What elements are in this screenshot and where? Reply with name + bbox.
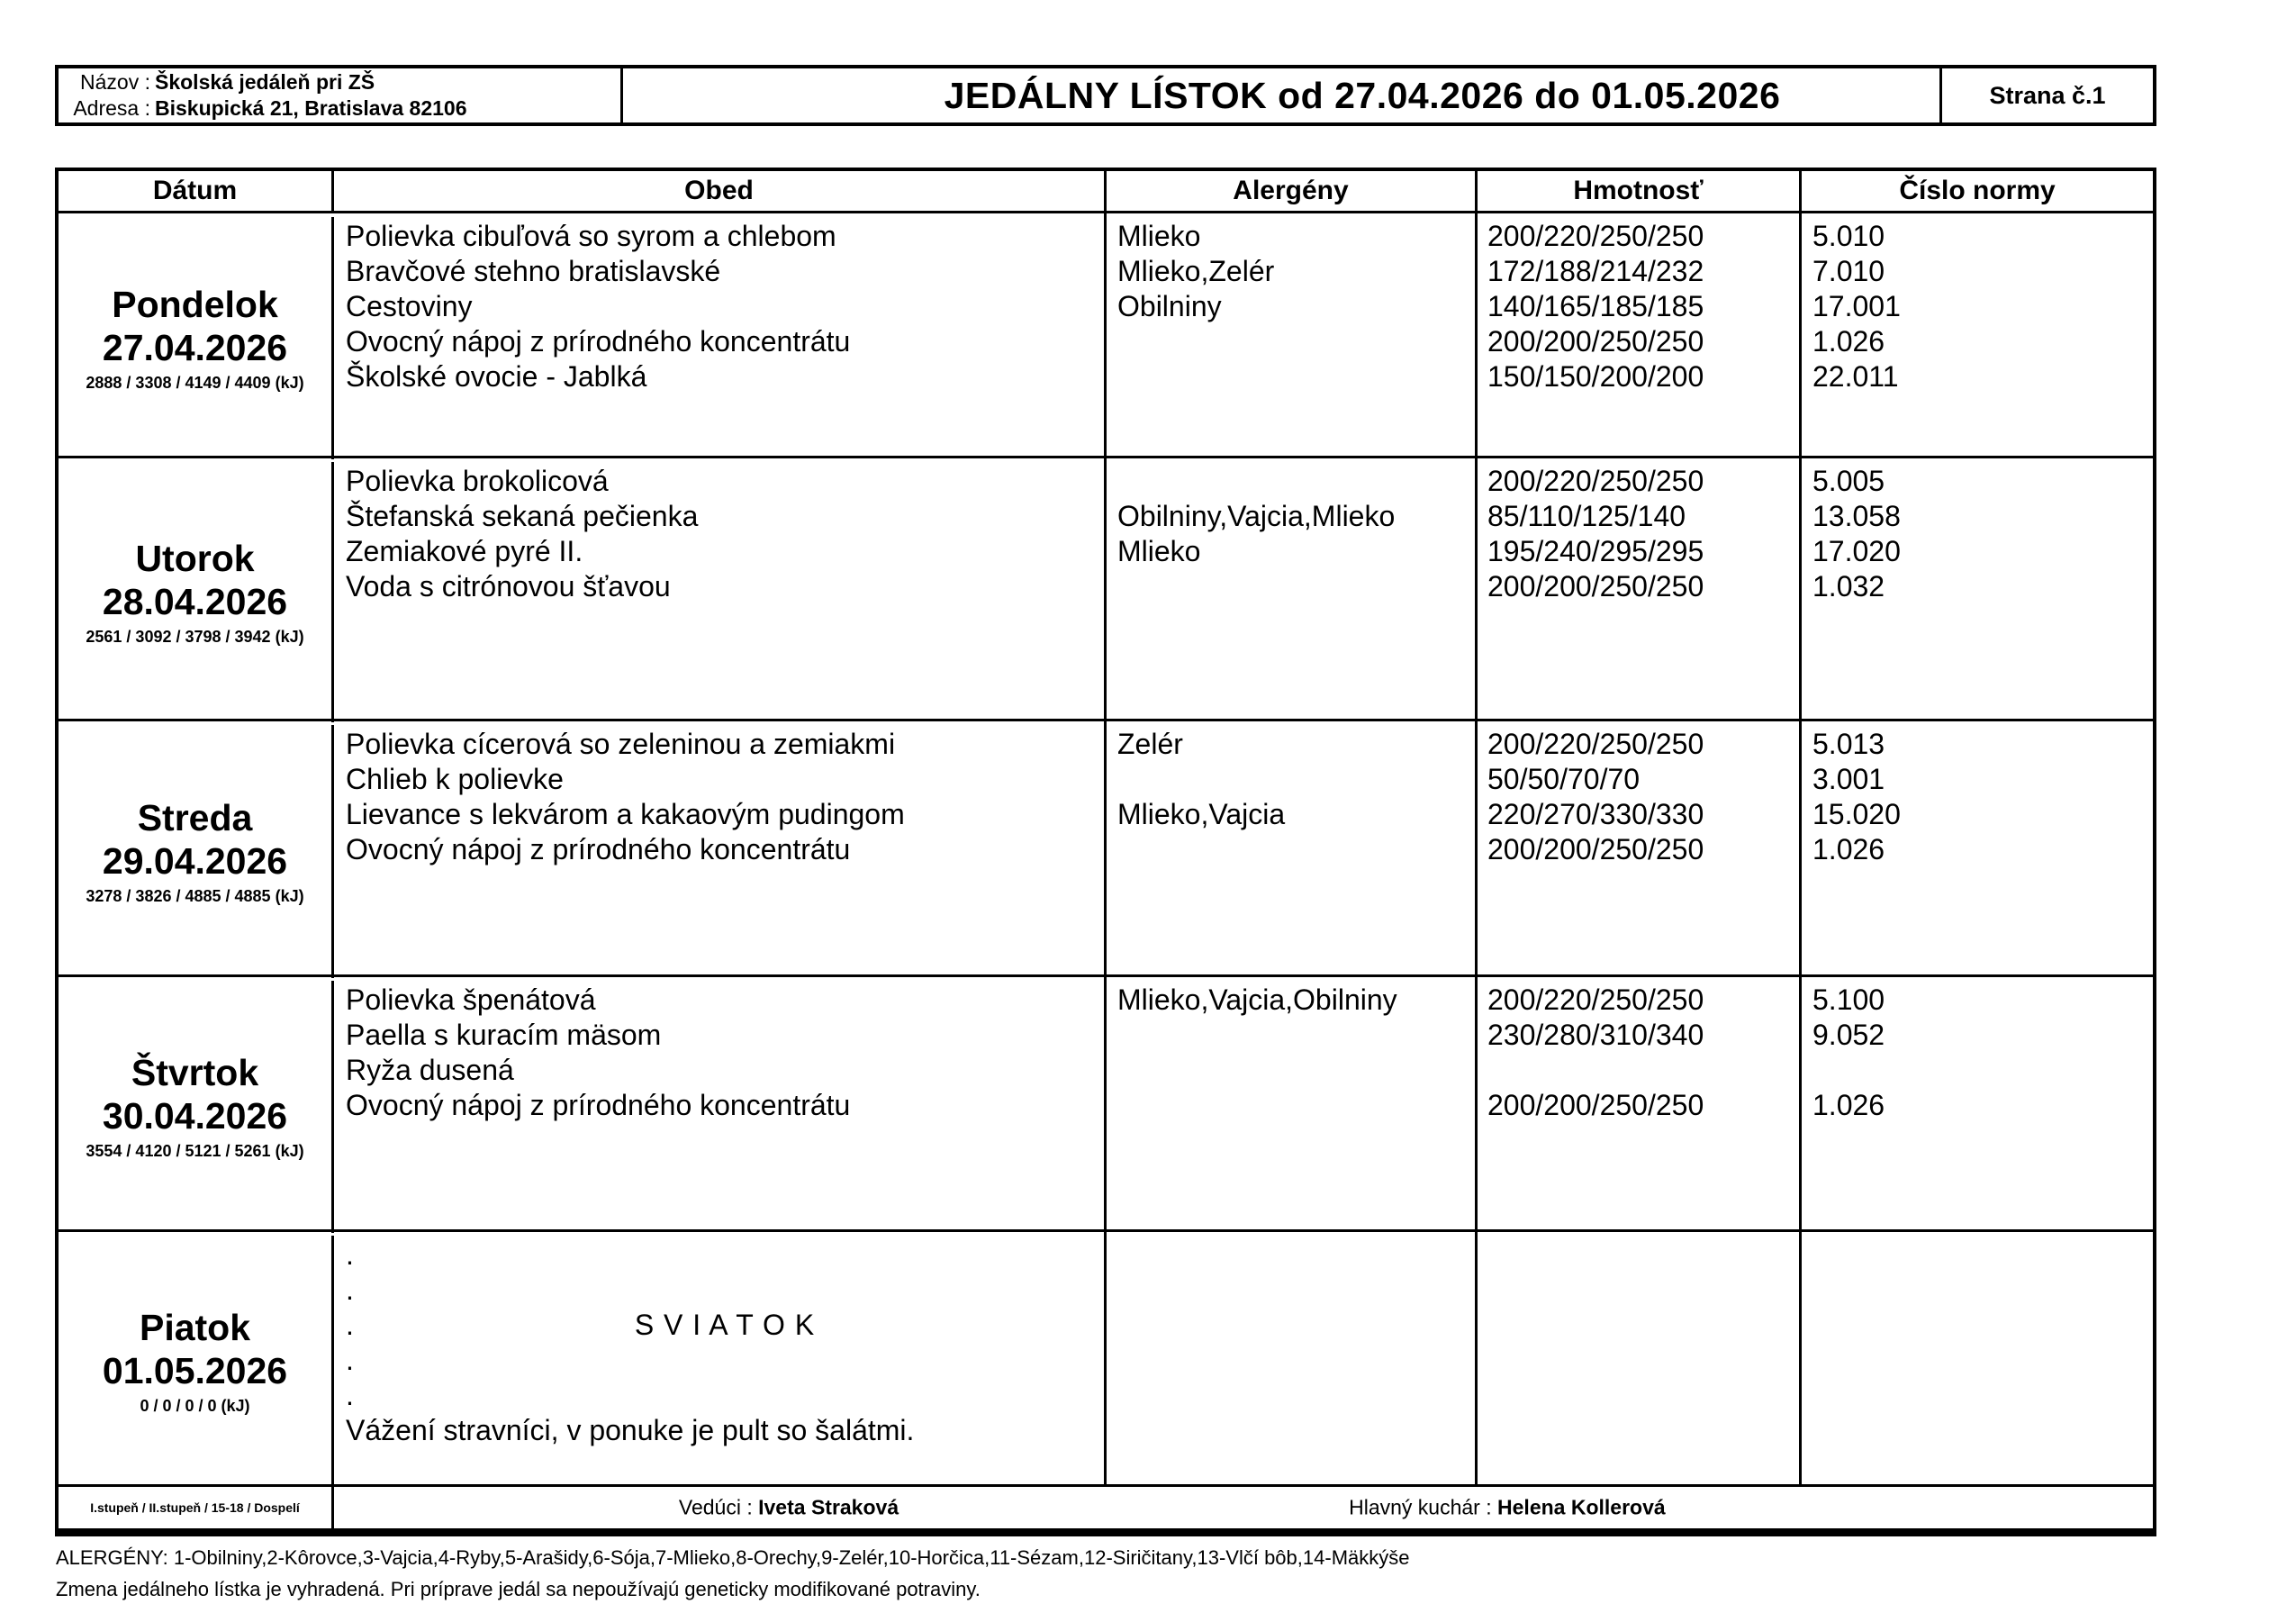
obed-cell xyxy=(334,721,1107,974)
day-name: Utorok xyxy=(135,537,255,579)
hmotnost-cell xyxy=(1478,721,1802,974)
cislo-normy-cell xyxy=(1802,977,2153,1229)
menu-item-allergens-text: Mlieko,Vajcia,Obilniny xyxy=(1117,983,1397,1016)
table-header-row xyxy=(59,171,2153,213)
menu-item-allergens-text: Mlieko,Vajcia xyxy=(1117,798,1286,830)
menu-item-weight-text: 230/280/310/340 xyxy=(1487,1019,1704,1051)
menu-item-norm-number xyxy=(1812,1308,2153,1343)
menu-item-weight-text: 200/220/250/250 xyxy=(1487,220,1704,252)
menu-item-norm-number xyxy=(1812,1273,2153,1308)
holiday-label: S V I A T O K xyxy=(634,1309,816,1341)
manager-name: Iveta Straková xyxy=(758,1495,899,1519)
column-header-datum: Dátum xyxy=(59,171,334,211)
menu-item-norm-number-text: 1.026 xyxy=(1812,833,1885,865)
menu-item-norm-number xyxy=(1812,254,2153,289)
menu-item-name-text: Voda s citrónovou šťavou xyxy=(346,570,671,603)
menu-item-name xyxy=(346,289,1104,324)
menu-item-allergens xyxy=(1117,324,1475,359)
menu-item-allergens-text: Obilniny xyxy=(1117,290,1222,322)
day-name: Štvrtok xyxy=(131,1052,259,1093)
chef-signature xyxy=(1349,1496,1666,1520)
menu-item-weight xyxy=(1487,1053,1799,1088)
menu-item-name-text: Lievance s lekvárom a kakaovým pudingom xyxy=(346,798,905,830)
menu-table xyxy=(55,168,2156,1536)
menu-item-norm-number xyxy=(1812,534,2153,569)
menu-item-weight-text: 50/50/70/70 xyxy=(1487,763,1641,795)
obed-cell xyxy=(334,977,1107,1229)
menu-item-weight-text: 200/200/250/250 xyxy=(1487,325,1704,358)
day-energy-kj: 2888 / 3308 / 4149 / 4409 (kJ) xyxy=(86,373,304,392)
menu-item-name xyxy=(346,569,1104,604)
alergeny-cell xyxy=(1107,721,1478,974)
menu-item-norm-number-text: 1.026 xyxy=(1812,1089,1885,1121)
menu-item-name-text: . xyxy=(346,1379,354,1411)
menu-item-norm-number-text: 22.011 xyxy=(1812,360,1899,393)
menu-item-allergens xyxy=(1117,499,1475,534)
menu-item-norm-number-text: 13.058 xyxy=(1812,500,1901,532)
chef-label: Hlavný kuchár : xyxy=(1349,1495,1492,1519)
menu-item-norm-number xyxy=(1812,569,2153,604)
chef-name: Helena Kollerová xyxy=(1497,1495,1666,1519)
obed-cell xyxy=(334,458,1107,719)
menu-item-norm-number xyxy=(1812,727,2153,762)
menu-item-name xyxy=(346,534,1104,569)
menu-item-name xyxy=(346,983,1104,1018)
menu-item-name-text: . xyxy=(346,1238,354,1271)
menu-item-norm-number xyxy=(1812,1378,2153,1413)
menu-item-norm-number xyxy=(1812,289,2153,324)
day-date: 27.04.2026 xyxy=(102,326,288,368)
menu-item-name xyxy=(346,1053,1104,1088)
menu-table-body xyxy=(59,213,2153,1487)
menu-item-name xyxy=(346,1413,1104,1448)
day-energy-kj: 0 / 0 / 0 / 0 (kJ) xyxy=(140,1397,250,1415)
alergeny-cell xyxy=(1107,458,1478,719)
hmotnost-cell xyxy=(1478,213,1802,456)
address-label: Adresa : xyxy=(73,96,150,120)
menu-item-weight-text: 85/110/125/140 xyxy=(1487,500,1686,532)
menu-item-weight xyxy=(1487,569,1799,604)
menu-item-norm-number xyxy=(1812,499,2153,534)
menu-item-norm-number xyxy=(1812,359,2153,394)
menu-item-name xyxy=(346,1237,1104,1273)
menu-item-name xyxy=(346,832,1104,867)
alergeny-cell xyxy=(1107,213,1478,456)
menu-item-weight-text: 195/240/295/295 xyxy=(1487,535,1704,567)
day-cell xyxy=(59,981,334,1233)
menu-item-weight-text: 200/200/250/250 xyxy=(1487,833,1704,865)
menu-item-weight xyxy=(1487,289,1799,324)
menu-item-name xyxy=(346,254,1104,289)
menu-item-name-text: Štefanská sekaná pečienka xyxy=(346,500,699,532)
menu-item-weight xyxy=(1487,1343,1799,1378)
document-header xyxy=(55,65,2156,126)
cislo-normy-cell xyxy=(1802,458,2153,719)
obed-cell xyxy=(334,213,1107,456)
menu-item-name xyxy=(346,797,1104,832)
menu-item-norm-number-text: 3.001 xyxy=(1812,763,1885,795)
menu-item-name-text: Zemiakové pyré II. xyxy=(346,535,583,567)
menu-item-name-text: Ovocný nápoj z prírodného koncentrátu xyxy=(346,833,851,865)
table-row xyxy=(59,458,2153,721)
menu-item-name xyxy=(346,219,1104,254)
menu-item-allergens xyxy=(1117,727,1475,762)
footnotes xyxy=(56,1542,1410,1605)
menu-item-weight xyxy=(1487,832,1799,867)
obed-cell xyxy=(334,1232,1107,1484)
menu-item-weight-text: 200/220/250/250 xyxy=(1487,983,1704,1016)
menu-item-weight xyxy=(1487,797,1799,832)
alergeny-cell xyxy=(1107,977,1478,1229)
menu-item-weight-text: 200/200/250/250 xyxy=(1487,570,1704,603)
menu-item-allergens xyxy=(1117,1237,1475,1273)
organization-address-line xyxy=(68,95,620,122)
menu-item-weight xyxy=(1487,1018,1799,1053)
menu-item-allergens-text: Mlieko,Zelér xyxy=(1117,255,1275,287)
menu-item-name xyxy=(346,762,1104,797)
manager-signature xyxy=(679,1496,899,1520)
name-value: Školská jedáleň pri ZŠ xyxy=(155,70,375,94)
menu-item-norm-number xyxy=(1812,464,2153,499)
day-cell xyxy=(59,217,334,459)
menu-item-weight-text: 172/188/214/232 xyxy=(1487,255,1704,287)
menu-item-allergens xyxy=(1117,1308,1475,1343)
menu-item-allergens xyxy=(1117,1053,1475,1088)
menu-item-norm-number-text: 5.013 xyxy=(1812,728,1885,760)
disclaimer-note: Zmena jedálneho lístka je vyhradená. Pri príprave jedál sa nepoužívajú geneticky modifikované potraviny. xyxy=(56,1578,981,1600)
column-header-cislo-normy: Číslo normy xyxy=(1899,176,2056,205)
allergen-legend: ALERGÉNY: 1-Obilniny,2-Kôrovce,3-Vajcia,4-Ryby,5-Arašidy,6-Sója,7-Mlieko,8-Orechy,9-Zelér,10-Horčica,11-Sézam,12-Siričitany,13-Vlčí bôb,14-Mäkkýše xyxy=(56,1546,1410,1569)
menu-item-name xyxy=(346,1088,1104,1123)
menu-item-weight-text: 140/165/185/185 xyxy=(1487,290,1704,322)
menu-item-weight xyxy=(1487,1088,1799,1123)
menu-item-norm-number-text: 5.010 xyxy=(1812,220,1885,252)
menu-item-weight xyxy=(1487,983,1799,1018)
menu-item-name-text: Paella s kuracím mäsom xyxy=(346,1019,662,1051)
menu-item-weight xyxy=(1487,1237,1799,1273)
page-number: Strana č.1 xyxy=(1939,68,2153,122)
signatures-cell xyxy=(334,1487,2153,1528)
day-name: Pondelok xyxy=(112,283,278,325)
menu-item-norm-number-text: 15.020 xyxy=(1812,798,1901,830)
menu-item-norm-number-text: 1.032 xyxy=(1812,570,1885,603)
menu-item-name-text: Polievka špenátová xyxy=(346,983,596,1016)
day-energy-kj: 3278 / 3826 / 4885 / 4885 (kJ) xyxy=(86,886,304,905)
menu-item-weight xyxy=(1487,464,1799,499)
menu-item-norm-number-text: 5.100 xyxy=(1812,983,1885,1016)
day-date: 28.04.2026 xyxy=(102,580,288,622)
day-date: 29.04.2026 xyxy=(102,839,288,882)
menu-item-name-text: Školské ovocie - Jablká xyxy=(346,360,647,393)
table-row xyxy=(59,1232,2153,1487)
menu-item-norm-number xyxy=(1812,1413,2153,1448)
menu-item-allergens xyxy=(1117,254,1475,289)
menu-item-weight-text: 220/270/330/330 xyxy=(1487,798,1704,830)
menu-item-norm-number xyxy=(1812,219,2153,254)
menu-item-weight xyxy=(1487,727,1799,762)
menu-item-allergens xyxy=(1117,832,1475,867)
menu-item-name-text: Cestoviny xyxy=(346,290,473,322)
menu-item-norm-number xyxy=(1812,1053,2153,1088)
menu-item-allergens-text: Zelér xyxy=(1117,728,1183,760)
page-title: JEDÁLNY LÍSTOK od 27.04.2026 do 01.05.2026 xyxy=(944,74,1781,116)
menu-item-name-text: Chlieb k polievke xyxy=(346,763,564,795)
cislo-normy-cell xyxy=(1802,213,2153,456)
menu-item-norm-number xyxy=(1812,1343,2153,1378)
menu-item-weight xyxy=(1487,1413,1799,1448)
hmotnost-cell xyxy=(1478,458,1802,719)
day-cell xyxy=(59,725,334,978)
day-date: 01.05.2026 xyxy=(102,1350,288,1391)
table-row xyxy=(59,721,2153,977)
menu-item-norm-number xyxy=(1812,797,2153,832)
alergeny-cell xyxy=(1107,1232,1478,1484)
menu-item-norm-number-text: 5.005 xyxy=(1812,465,1885,497)
menu-item-norm-number-text: 9.052 xyxy=(1812,1019,1885,1051)
menu-item-allergens xyxy=(1117,1018,1475,1053)
menu-item-norm-number xyxy=(1812,983,2153,1018)
hmotnost-cell xyxy=(1478,1232,1802,1484)
menu-item-weight xyxy=(1487,762,1799,797)
menu-item-name-text: Vážení stravníci, v ponuke je pult so šalátmi. xyxy=(346,1414,915,1446)
menu-item-norm-number xyxy=(1812,762,2153,797)
menu-item-weight xyxy=(1487,324,1799,359)
day-energy-kj: 3554 / 4120 / 5121 / 5261 (kJ) xyxy=(86,1142,304,1160)
menu-item-name xyxy=(346,499,1104,534)
day-date: 30.04.2026 xyxy=(102,1095,288,1137)
day-name: Streda xyxy=(137,796,253,838)
manager-label: Vedúci : xyxy=(678,1495,753,1519)
menu-item-norm-number-text: 1.026 xyxy=(1812,325,1885,358)
menu-item-allergens xyxy=(1117,762,1475,797)
day-energy-kj: 2561 / 3092 / 3798 / 3942 (kJ) xyxy=(86,627,304,646)
menu-item-weight xyxy=(1487,219,1799,254)
menu-item-name xyxy=(346,1343,1104,1378)
menu-item-allergens xyxy=(1117,359,1475,394)
menu-item-name xyxy=(346,727,1104,762)
menu-item-norm-number xyxy=(1812,832,2153,867)
menu-item-allergens xyxy=(1117,797,1475,832)
menu-item-name-text: Polievka cícerová so zeleninou a zemiakmi xyxy=(346,728,896,760)
menu-item-norm-number xyxy=(1812,1237,2153,1273)
menu-item-name xyxy=(346,1273,1104,1308)
menu-item-name-text: Ryža dusená xyxy=(346,1054,514,1086)
menu-item-allergens xyxy=(1117,289,1475,324)
menu-item-name xyxy=(346,1308,1104,1343)
menu-item-name-text: Ovocný nápoj z prírodného koncentrátu xyxy=(346,1089,851,1121)
menu-item-weight-text: 200/200/250/250 xyxy=(1487,1089,1704,1121)
day-name: Piatok xyxy=(139,1307,251,1348)
menu-item-name-text: Ovocný nápoj z prírodného koncentrátu xyxy=(346,325,851,358)
column-header-hmotnost: Hmotnosť xyxy=(1478,171,1802,211)
menu-item-norm-number-text: 17.001 xyxy=(1812,290,1901,322)
column-header-obed: Obed xyxy=(334,171,1107,211)
menu-item-weight xyxy=(1487,1378,1799,1413)
menu-item-allergens-text: Obilniny,Vajcia,Mlieko xyxy=(1117,500,1396,532)
menu-item-weight xyxy=(1487,534,1799,569)
menu-item-weight xyxy=(1487,1308,1799,1343)
table-row xyxy=(59,213,2153,458)
menu-item-weight-text: 150/150/200/200 xyxy=(1487,360,1704,393)
menu-item-name-text: . xyxy=(346,1273,354,1306)
menu-item-allergens xyxy=(1117,569,1475,604)
menu-item-allergens xyxy=(1117,1343,1475,1378)
menu-item-allergens xyxy=(1117,1088,1475,1123)
menu-item-allergens xyxy=(1117,219,1475,254)
cislo-normy-cell xyxy=(1802,1232,2153,1484)
menu-item-norm-number-text: 17.020 xyxy=(1812,535,1901,567)
organization-name-line xyxy=(68,69,620,95)
menu-item-name xyxy=(346,1018,1104,1053)
day-cell xyxy=(59,462,334,722)
organization-block xyxy=(59,68,623,122)
menu-item-name-text: . xyxy=(346,1344,354,1376)
menu-item-allergens xyxy=(1117,464,1475,499)
menu-item-name xyxy=(346,464,1104,499)
menu-item-weight xyxy=(1487,359,1799,394)
table-row xyxy=(59,977,2153,1232)
address-value: Biskupická 21, Bratislava 82106 xyxy=(155,96,467,120)
menu-item-allergens-text: Mlieko xyxy=(1117,535,1201,567)
menu-item-norm-number xyxy=(1812,324,2153,359)
menu-item-name-text: Bravčové stehno bratislavské xyxy=(346,255,721,287)
hmotnost-cell xyxy=(1478,977,1802,1229)
menu-item-norm-number-text: 7.010 xyxy=(1812,255,1885,287)
menu-item-name xyxy=(346,359,1104,394)
table-footer-row xyxy=(59,1487,2153,1528)
cislo-normy-cell xyxy=(1802,721,2153,974)
name-label: Názov : xyxy=(80,70,150,94)
menu-item-allergens xyxy=(1117,1273,1475,1308)
column-header-alergeny: Alergény xyxy=(1107,171,1478,211)
menu-item-weight-text: 200/220/250/250 xyxy=(1487,465,1704,497)
menu-item-norm-number xyxy=(1812,1088,2153,1123)
menu-item-name-text: . xyxy=(346,1309,354,1341)
menu-item-name xyxy=(346,324,1104,359)
menu-item-allergens xyxy=(1117,1413,1475,1448)
menu-item-allergens xyxy=(1117,1378,1475,1413)
portion-groups-label: I.stupeň / II.stupeň / 15-18 / Dospelí xyxy=(59,1487,334,1528)
menu-item-allergens-text: Mlieko xyxy=(1117,220,1201,252)
day-cell xyxy=(59,1236,334,1488)
menu-item-norm-number xyxy=(1812,1018,2153,1053)
menu-item-name xyxy=(346,1378,1104,1413)
menu-item-weight xyxy=(1487,1273,1799,1308)
menu-item-allergens xyxy=(1117,534,1475,569)
menu-item-weight xyxy=(1487,499,1799,534)
menu-item-weight-text: 200/220/250/250 xyxy=(1487,728,1704,760)
menu-item-allergens xyxy=(1117,983,1475,1018)
menu-item-weight xyxy=(1487,254,1799,289)
menu-item-name-text: Polievka brokolicová xyxy=(346,465,609,497)
menu-item-name-text: Polievka cibuľová so syrom a chlebom xyxy=(346,220,836,252)
